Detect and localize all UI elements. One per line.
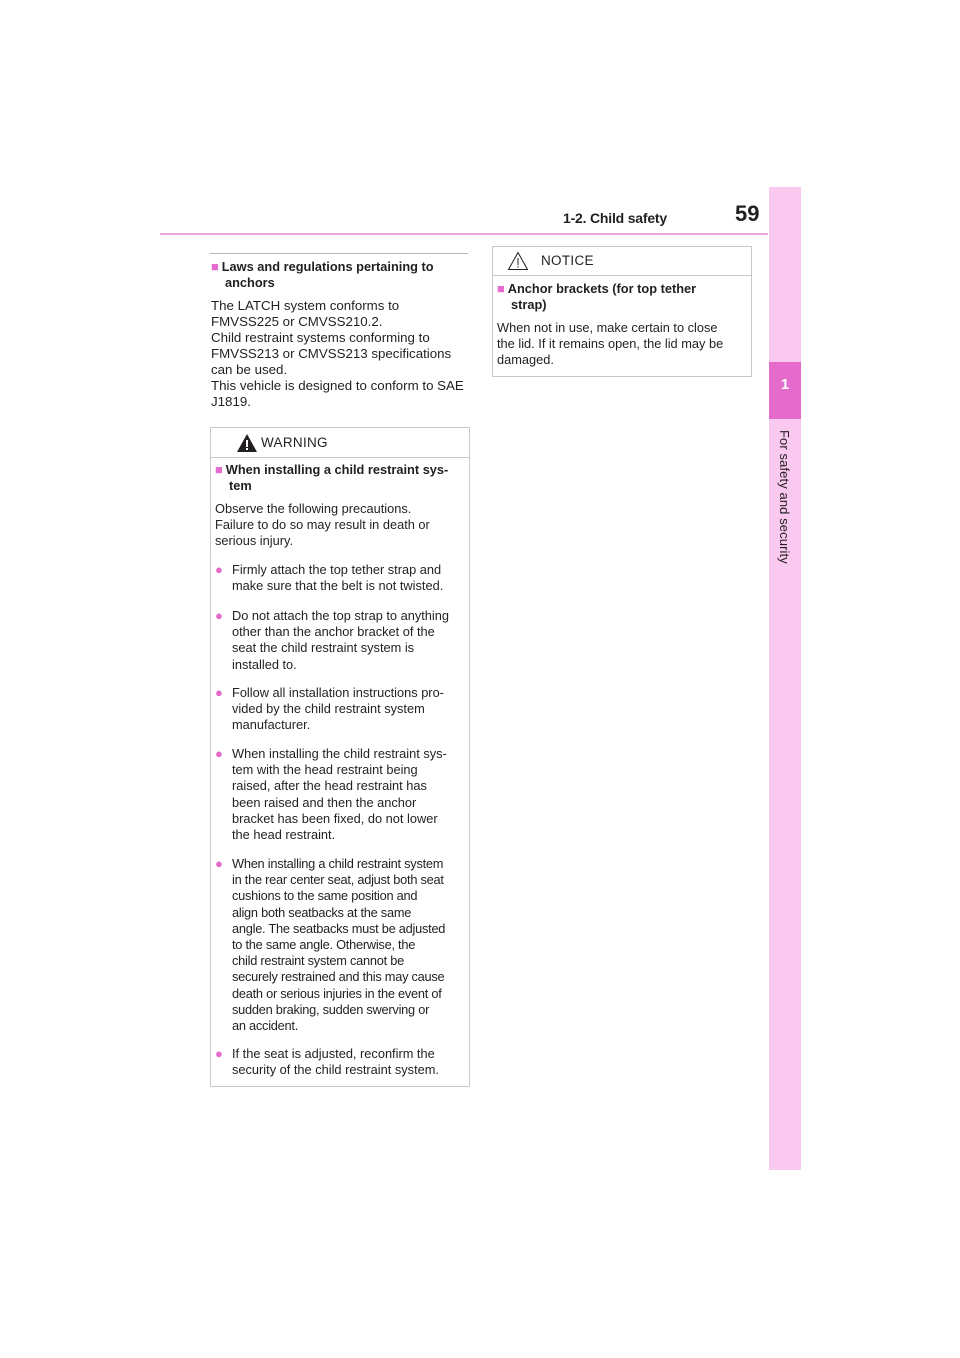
bullet-dot-icon: ● [215, 562, 223, 577]
warning-header [211, 428, 469, 458]
laws-line: The LATCH system conforms to [211, 298, 400, 313]
chapter-side-tab [769, 187, 801, 1170]
notice-title: NOTICE [541, 253, 594, 268]
bullet-dot-icon: ● [215, 856, 223, 871]
intro-line: serious injury. [215, 533, 293, 549]
warning-bullet: ● If the seat is adjusted, reconfirm the security of the child restraint system. [215, 1046, 439, 1078]
laws-line: Child restraint systems conforming to [211, 330, 430, 345]
notice-box [492, 246, 752, 377]
notice-line: When not in use, make certain to close [497, 320, 718, 335]
laws-heading-line2: anchors [225, 275, 275, 290]
chapter-number: 1 [780, 376, 790, 393]
laws-line: can be used. [211, 362, 288, 377]
warning-bullet: ● Do not attach the top strap to anything other than the anchor bracket of the seat the child restraint system is installed to. [215, 608, 449, 672]
square-bullet-icon: ■ [215, 462, 223, 477]
caution-triangle-icon [507, 251, 529, 271]
warning-heading: ■ When installing a child restraint sys- tem [215, 462, 465, 494]
warning-title: WARNING [261, 435, 328, 450]
intro-line: Observe the following precautions. [215, 501, 412, 516]
laws-heading: ■ Laws and regulations pertaining to anchors [211, 259, 471, 291]
notice-header [493, 247, 751, 276]
warning-intro [215, 501, 467, 550]
section-title: 1-2. Child safety [563, 210, 667, 226]
warning-heading-line2: tem [229, 478, 252, 494]
square-bullet-icon: ■ [211, 259, 219, 274]
bullet-dot-icon: ● [215, 608, 223, 623]
notice-line: damaged. [497, 352, 554, 368]
bullet-dot-icon: ● [215, 685, 223, 700]
page-number: 59 [735, 201, 760, 226]
warning-triangle-icon [236, 433, 258, 453]
warning-bullet: ● When installing the child restraint sys- tem with the head restraint being raised, after the head restraint has been raised and then the anchor bracket has been fixed, do not lower the head restraint. [215, 746, 447, 843]
square-bullet-icon: ■ [497, 281, 505, 296]
notice-heading-line2: strap) [511, 297, 547, 313]
warning-bullet: ● When installing a child restraint system in the rear center seat, adjust both seat cushions to the same position and align both seatbacks at the same angle. The seatbacks must be adjusted to the same angle. Otherwise, the child restraint system cannot be securely restrained and this may cause death or serious injuries in the event of sudden braking, sudden swerving or an accident. [215, 856, 446, 1034]
chapter-title: For safety and security [777, 430, 792, 564]
laws-section [211, 259, 471, 410]
notice-body [497, 320, 749, 369]
warning-bullet: ● Follow all installation instructions pro- vided by the child restraint system manufacturer. [215, 685, 444, 733]
laws-line: This vehicle is designed to conform to SAE [211, 378, 464, 393]
bullet-dot-icon: ● [215, 1046, 223, 1061]
notice-line: the lid. If it remains open, the lid may be [497, 336, 724, 352]
column-top-rule [210, 253, 468, 254]
warning-bullet: ● Firmly attach the top tether strap and make sure that the belt is not twisted. [215, 562, 444, 594]
laws-line: J1819. [211, 394, 251, 409]
laws-line: FMVSS225 or CMVSS210.2. [211, 314, 383, 329]
header-rule [160, 233, 768, 235]
intro-line: Failure to do so may result in death or [215, 517, 430, 533]
laws-line: FMVSS213 or CMVSS213 specifications [211, 346, 452, 361]
notice-heading: ■ Anchor brackets (for top tether strap) [497, 281, 747, 313]
warning-box [210, 427, 470, 1087]
bullet-dot-icon: ● [215, 746, 223, 761]
laws-body [211, 298, 471, 410]
